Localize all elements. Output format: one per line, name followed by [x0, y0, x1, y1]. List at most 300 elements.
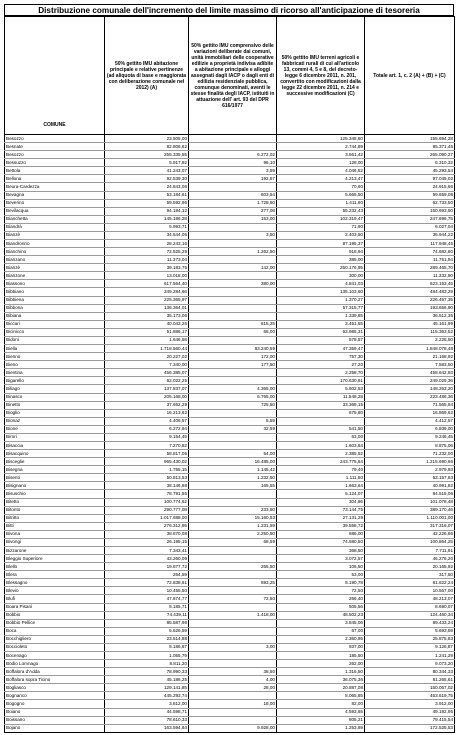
table-row: [5, 167, 455, 175]
cell-col-c: 185,50: [277, 652, 365, 660]
cell-col-b: [189, 256, 277, 264]
table-row: [5, 345, 455, 353]
table-row: [5, 652, 455, 660]
cell-col-a: 7.270,82: [105, 441, 189, 449]
cell-col-a: 1.718.560,44: [105, 345, 189, 353]
table-row: [5, 264, 455, 272]
cell-totale: 7.583,50: [365, 361, 455, 369]
cell-totale: 81.622,24: [365, 579, 455, 587]
cell-totale: 6.939,00: [365, 425, 455, 433]
cell-col-c: 73.144,75: [277, 506, 365, 514]
cell-col-a: 19.877,72: [105, 563, 189, 571]
table-row: [5, 433, 455, 441]
cell-comune: Bevilacqua: [5, 207, 105, 215]
cell-col-a: 264,59: [105, 571, 189, 579]
cell-comune: Biccari: [5, 320, 105, 328]
cell-totale: 148.263,20: [365, 385, 455, 393]
cell-comune: Bianchino: [5, 248, 105, 256]
cell-col-b: 6.272,02: [189, 151, 277, 159]
cell-col-c: 67,00: [277, 627, 365, 635]
table-row: [5, 215, 455, 223]
cell-col-c: 675,80: [277, 409, 365, 417]
cell-col-a: 43.260,09: [105, 555, 189, 563]
cell-col-a: 137.837,07: [105, 385, 189, 393]
cell-col-a: 3.812,00: [105, 700, 189, 708]
cell-col-b: 1.418,00: [189, 611, 277, 619]
cell-col-a: 16.213,62: [105, 409, 189, 417]
cell-col-c: 55.232,43: [277, 207, 365, 215]
cell-col-a: 24.843,06: [105, 183, 189, 191]
cell-col-a: 82.806,62: [105, 143, 189, 151]
cell-comune: Bisacquino: [5, 450, 105, 458]
cell-col-a: 92.539,30: [105, 175, 189, 183]
table-row: [5, 466, 455, 474]
table-row: [5, 231, 455, 239]
cell-col-b: 18,00: [189, 700, 277, 708]
cell-col-a: 1.646,58: [105, 336, 189, 344]
cell-comune: Bisenti: [5, 474, 105, 482]
cell-col-b: [189, 627, 277, 635]
cell-col-c: [277, 417, 365, 425]
cell-col-b: [189, 288, 277, 296]
cell-comune: Bitonto: [5, 506, 105, 514]
cell-col-c: 1.411,60: [277, 199, 365, 207]
table-row: [5, 175, 455, 183]
cell-totale: 8.690,07: [365, 603, 455, 611]
cell-totale: 2.225,50: [365, 336, 455, 344]
cell-comune: Bianchetta: [5, 215, 105, 223]
table-row: [5, 385, 455, 393]
table-row: [5, 199, 455, 207]
cell-col-c: 266,40: [277, 595, 365, 603]
table-row: [5, 724, 455, 732]
cell-col-b: 153,00: [189, 215, 277, 223]
cell-col-b: [189, 433, 277, 441]
table-row: [5, 498, 455, 506]
header-col-b: 50% gettito IMU comprensivo delle variazioni deliberate dai comuni, unità immobiliari delle cooperative edilizie a proprietà indivisa adibite a abitazione principale e alloggi assegnati dagli IACP o dagli enti di edilizia residenziale pubblica, comunque denominati, aventi le stesse finalità degli IACP, istituiti in attuazione dell' art. 93 del DPR 616/1977: [189, 17, 277, 135]
cell-totale: 623.153,45: [365, 280, 455, 288]
cell-col-b: [189, 490, 277, 498]
cell-totale: 6.027,04: [365, 223, 455, 231]
cell-totale: 25.875,83: [365, 635, 455, 643]
cell-col-b: 4.365,00: [189, 385, 277, 393]
cell-totale: 45.293,54: [365, 167, 455, 175]
table-row: [5, 700, 455, 708]
table-row: [5, 490, 455, 498]
cell-col-c: 918,94: [277, 248, 365, 256]
table-row: [5, 603, 455, 611]
table-row: [5, 143, 455, 151]
table-row: [5, 425, 455, 433]
table-row: [5, 312, 455, 320]
cell-col-a: 44.598,71: [105, 708, 189, 716]
cell-col-c: 48.502,23: [277, 611, 365, 619]
table-row: [5, 563, 455, 571]
cell-col-c: 686,00: [277, 530, 365, 538]
cell-col-b: 54,00: [189, 450, 277, 458]
table-row: [5, 538, 455, 546]
cell-col-a: 47.874,77: [105, 595, 189, 603]
cell-col-a: 78.610,33: [105, 716, 189, 724]
cell-col-a: 53.184,61: [105, 191, 189, 199]
cell-comune: Boccioleto: [5, 643, 105, 651]
cell-col-c: 3.561,42: [277, 151, 365, 159]
cell-col-b: [189, 312, 277, 320]
cell-col-a: 4.406,57: [105, 417, 189, 425]
table-row: [5, 587, 455, 595]
cell-col-b: 1.262,50: [189, 248, 277, 256]
cell-totale: 79.415,54: [365, 716, 455, 724]
cell-col-b: 15.160,53: [189, 514, 277, 522]
table-row: [5, 296, 455, 304]
cell-col-c: 368,50: [277, 546, 365, 554]
cell-totale: 317,50: [365, 571, 455, 579]
cell-totale: 49.192,95: [365, 708, 455, 716]
cell-col-a: 7.340,00: [105, 361, 189, 369]
cell-col-c: 2.360,95: [277, 635, 365, 643]
cell-col-b: 68,00: [189, 328, 277, 336]
cell-comune: Boca: [5, 627, 105, 635]
table-row: [5, 684, 455, 692]
cell-col-b: 83.240,59: [189, 345, 277, 353]
table-row: [5, 320, 455, 328]
cell-comune: Biella: [5, 345, 105, 353]
cell-comune: Bientina: [5, 369, 105, 377]
cell-col-c: 1.663,64: [277, 482, 365, 490]
cell-col-c: 757,30: [277, 353, 365, 361]
table-row: [5, 692, 455, 700]
cell-col-a: 13.018,00: [105, 272, 189, 280]
cell-totale: 1.110.001,00: [365, 514, 455, 522]
cell-totale: 62.733,50: [365, 199, 455, 207]
cell-comune: Birori: [5, 433, 105, 441]
cell-col-c: 3.072,57: [277, 555, 365, 563]
cell-col-a: 40.043,26: [105, 320, 189, 328]
cell-col-b: 9.928,00: [189, 724, 277, 732]
cell-comune: Blello: [5, 563, 105, 571]
cell-totale: 453.619,75: [365, 692, 455, 700]
cell-col-b: 165,55: [189, 482, 277, 490]
cell-col-a: 8.811,20: [105, 660, 189, 668]
table-body: [5, 135, 455, 732]
cell-col-c: 72,50: [277, 587, 365, 595]
cell-totale: 193.656,90: [365, 304, 455, 312]
cell-col-a: 8.186,87: [105, 643, 189, 651]
table-row: [5, 336, 455, 344]
table-row: [5, 555, 455, 563]
cell-col-c: 1.370,27: [277, 296, 365, 304]
cell-col-c: 27.131,29: [277, 514, 365, 522]
cell-comune: Blevio: [5, 587, 105, 595]
cell-col-c: 47.359,47: [277, 345, 365, 353]
cell-col-b: 265,50: [189, 563, 277, 571]
cell-totale: 249.025,36: [365, 377, 455, 385]
table-row: [5, 474, 455, 482]
cell-col-c: 2.385,52: [277, 450, 365, 458]
cell-col-a: 28.243,16: [105, 240, 189, 248]
cell-comune: Bizzarone: [5, 546, 105, 554]
cell-col-b: [189, 223, 277, 231]
cell-col-c: 57.315,77: [277, 304, 365, 312]
cell-col-b: 16.485,00: [189, 458, 277, 466]
cell-col-b: [189, 708, 277, 716]
table-row: [5, 530, 455, 538]
cell-comune: Bianzè: [5, 264, 105, 272]
cell-comune: Biandrà: [5, 223, 105, 231]
cell-col-b: [189, 369, 277, 377]
cell-totale: 389.170,46: [365, 506, 455, 514]
cell-col-b: 192,57: [189, 175, 277, 183]
cell-col-a: 26.195,15: [105, 538, 189, 546]
cell-col-b: [189, 619, 277, 627]
table-row: [5, 441, 455, 449]
cell-col-c: 541,50: [277, 425, 365, 433]
cell-totale: 71.232,00: [365, 450, 455, 458]
cell-col-a: 617.564,40: [105, 280, 189, 288]
cell-col-c: 39.558,72: [277, 522, 365, 530]
cell-totale: 11.751,94: [365, 256, 455, 264]
cell-comune: Bojano: [5, 724, 105, 732]
cell-col-b: 28,00: [189, 684, 277, 692]
cell-col-a: 276.312,95: [105, 522, 189, 530]
cell-col-c: 53,00: [277, 571, 365, 579]
cell-col-b: [189, 660, 277, 668]
cell-col-a: 5.917,92: [105, 159, 189, 167]
cell-col-a: 8.185,71: [105, 603, 189, 611]
cell-col-a: 34.544,05: [105, 231, 189, 239]
cell-col-b: [189, 143, 277, 151]
cell-totale: 36.512,35: [365, 312, 455, 320]
table-row: [5, 159, 455, 167]
cell-col-b: [189, 409, 277, 417]
cell-comune: Bodio Lomnago: [5, 660, 105, 668]
cell-col-b: 142,00: [189, 264, 277, 272]
cell-col-a: 1.755,15: [105, 466, 189, 474]
cell-col-c: 2.744,89: [277, 143, 365, 151]
table-row: [5, 207, 455, 215]
cell-totale: 16.869,62: [365, 409, 455, 417]
cell-comune: Bisceglie: [5, 458, 105, 466]
table-row: [5, 417, 455, 425]
table-header: [4, 16, 455, 135]
cell-col-b: 3,50: [189, 231, 277, 239]
cell-comune: Besozzo: [5, 135, 105, 143]
cell-totale: 89.433,24: [365, 619, 455, 627]
cell-col-b: 172,00: [189, 353, 277, 361]
cell-totale: 265.090,27: [365, 151, 455, 159]
cell-comune: Bidoni: [5, 336, 105, 344]
cell-col-a: 50.813,53: [105, 474, 189, 482]
cell-totale: 458.642,93: [365, 369, 455, 377]
cell-col-b: 1.231,59: [189, 522, 277, 530]
cell-totale: 9.073,20: [365, 660, 455, 668]
header-col-a: 50% gettito IMU abitazione principale e relative pertinenze (ad aliquota di base e maggiorata con deliberazione comunale nel 2012) (A): [105, 17, 189, 135]
table-row: [5, 627, 455, 635]
table-row: [5, 191, 455, 199]
cell-col-b: [189, 555, 277, 563]
cell-col-a: 45.186,25: [105, 676, 189, 684]
cell-comune: Binetto: [5, 401, 105, 409]
cell-comune: Bicinicco: [5, 328, 105, 336]
cell-totale: 20.165,92: [365, 563, 455, 571]
cell-comune: Bessuzzo: [5, 159, 105, 167]
cell-col-b: 3,00: [189, 643, 277, 651]
cell-col-a: 20.227,02: [105, 353, 189, 361]
header-comune: COMUNE: [5, 17, 105, 135]
cell-totale: 71.565,94: [365, 401, 455, 409]
cell-col-c: 243.775,64: [277, 458, 365, 466]
cell-comune: Bognanco: [5, 692, 105, 700]
cell-col-c: 2.258,70: [277, 369, 365, 377]
cell-col-c: 304,86: [277, 498, 365, 506]
cell-comune: Bibbona: [5, 304, 105, 312]
table-row: [5, 522, 455, 530]
cell-totale: 223.486,36: [365, 393, 455, 401]
cell-col-a: 85.587,98: [105, 619, 189, 627]
cell-comune: Biassono: [5, 280, 105, 288]
cell-col-b: 4,00: [189, 676, 277, 684]
cell-col-b: 3,59: [189, 167, 277, 175]
cell-col-a: 445.293,74: [105, 692, 189, 700]
cell-comune: Bitti: [5, 522, 105, 530]
cell-col-a: 225.365,97: [105, 296, 189, 304]
cell-comune: Beura-Cardezza: [5, 183, 105, 191]
cell-col-a: 9.154,45: [105, 433, 189, 441]
cell-comune: Bocenago: [5, 652, 105, 660]
cell-col-b: 1.232,50: [189, 474, 277, 482]
cell-col-c: 1.316,50: [277, 668, 365, 676]
cell-col-a: 163.594,84: [105, 724, 189, 732]
cell-comune: Bianzè: [5, 231, 105, 239]
table-row: [5, 248, 455, 256]
cell-col-b: [189, 240, 277, 248]
cell-col-c: 5.124,07: [277, 490, 365, 498]
cell-comune: Bianzano: [5, 256, 105, 264]
cell-comune: Bionaz: [5, 417, 105, 425]
cell-col-b: [189, 635, 277, 643]
table-row: [5, 361, 455, 369]
cell-col-c: 1.111,50: [277, 474, 365, 482]
cell-comune: Blessagno: [5, 579, 105, 587]
cell-col-a: 58.817,06: [105, 450, 189, 458]
cell-col-c: 11.548,28: [277, 393, 365, 401]
cell-col-b: [189, 692, 277, 700]
header-totale: Totale art. 1, c. 2 (A) + (B) + (C): [365, 17, 455, 135]
cell-totale: 81.265,61: [365, 676, 455, 684]
cell-totale: 101.078,48: [365, 498, 455, 506]
cell-comune: Bienno: [5, 353, 105, 361]
cell-comune: Bitetto: [5, 498, 105, 506]
table-row: [5, 619, 455, 627]
table-row: [5, 668, 455, 676]
cell-col-a: 78.791,55: [105, 490, 189, 498]
cell-col-c: 33.368,15: [277, 401, 365, 409]
cell-col-a: 5.626,59: [105, 627, 189, 635]
cell-totale: 4.412,57: [365, 417, 455, 425]
cell-comune: Bisaccia: [5, 441, 105, 449]
cell-col-a: 456.385,07: [105, 369, 189, 377]
cell-col-b: 38,50: [189, 668, 277, 676]
table-row: [5, 482, 455, 490]
table-row: [5, 223, 455, 231]
cell-col-c: 4.046,52: [277, 167, 365, 175]
cell-totale: 74.682,80: [365, 248, 455, 256]
cell-col-c: 805,21: [277, 716, 365, 724]
document-sheet: [4, 4, 454, 733]
cell-comune: Bisegna: [5, 466, 105, 474]
table-row: [5, 304, 455, 312]
cell-comune: Bevagna: [5, 191, 105, 199]
cell-col-a: 94.184,12: [105, 207, 189, 215]
cell-totale: 59.659,08: [365, 191, 455, 199]
cell-col-c: 1.339,85: [277, 312, 365, 320]
cell-col-a: 205.168,00: [105, 393, 189, 401]
cell-col-b: [189, 571, 277, 579]
cell-totale: 10.557,00: [365, 587, 455, 595]
cell-col-a: 23.505,00: [105, 135, 189, 143]
cell-col-a: 7.343,41: [105, 546, 189, 554]
header-col-c: 50% gettito IMU terreni agricoli e fabbricati rurali di cui all'articolo 13, commi 4, 5 e 8, del decreto-legge 6 dicembre 2011, n. 201, convertito con modificazioni dalla legge 22 dicembre 2011, n. 214 e successive modificazioni (C): [277, 17, 365, 135]
cell-comune: Bibiana: [5, 312, 105, 320]
table-row: [5, 676, 455, 684]
cell-col-a: 35.173,06: [105, 312, 189, 320]
cell-col-a: 100.774,62: [105, 498, 189, 506]
cell-totale: 53.157,63: [365, 474, 455, 482]
cell-col-b: 233,50: [189, 506, 277, 514]
cell-col-c: 300,00: [277, 272, 365, 280]
cell-col-a: 78.990,33: [105, 668, 189, 676]
table-row: [5, 635, 455, 643]
cell-col-c: 87.195,37: [277, 240, 365, 248]
table-row: [5, 353, 455, 361]
cell-comune: Blera: [5, 571, 105, 579]
cell-col-b: 72,50: [189, 595, 277, 603]
cell-col-c: 1.603,84: [277, 441, 365, 449]
cell-col-c: 3.451,55: [277, 320, 365, 328]
cell-col-c: 937,00: [277, 643, 365, 651]
cell-totale: 124.460,34: [365, 611, 455, 619]
cell-comune: Bisuschio: [5, 490, 105, 498]
table-row: [5, 450, 455, 458]
cell-col-a: 349.284,66: [105, 288, 189, 296]
cell-col-c: 135.103,60: [277, 288, 365, 296]
table-row: [5, 288, 455, 296]
cell-totale: 172.525,53: [365, 724, 455, 732]
cell-col-c: 79,40: [277, 466, 365, 474]
cell-totale: 3.912,00: [365, 700, 455, 708]
cell-totale: 289.465,70: [365, 264, 455, 272]
cell-totale: 80.344,33: [365, 668, 455, 676]
cell-col-c: 4.841,03: [277, 280, 365, 288]
table-row: [5, 506, 455, 514]
cell-comune: Bianzone: [5, 272, 105, 280]
cell-col-c: 505,56: [277, 603, 365, 611]
cell-col-c: 250.176,95: [277, 264, 365, 272]
cell-col-b: [189, 603, 277, 611]
table-row: [5, 135, 455, 143]
cell-comune: Besnate: [5, 143, 105, 151]
cell-comune: Boffalora d'Adda: [5, 668, 105, 676]
cell-totale: 42.226,86: [365, 530, 455, 538]
cell-totale: 40.991,82: [365, 482, 455, 490]
cell-col-a: 290.777,08: [105, 506, 189, 514]
cell-comune: Bogliasco: [5, 684, 105, 692]
cell-col-c: 128,00: [277, 159, 365, 167]
cell-col-b: 693,25: [189, 579, 277, 587]
cell-col-b: [189, 716, 277, 724]
cell-col-b: [189, 652, 277, 660]
cell-col-b: 380,00: [189, 280, 277, 288]
